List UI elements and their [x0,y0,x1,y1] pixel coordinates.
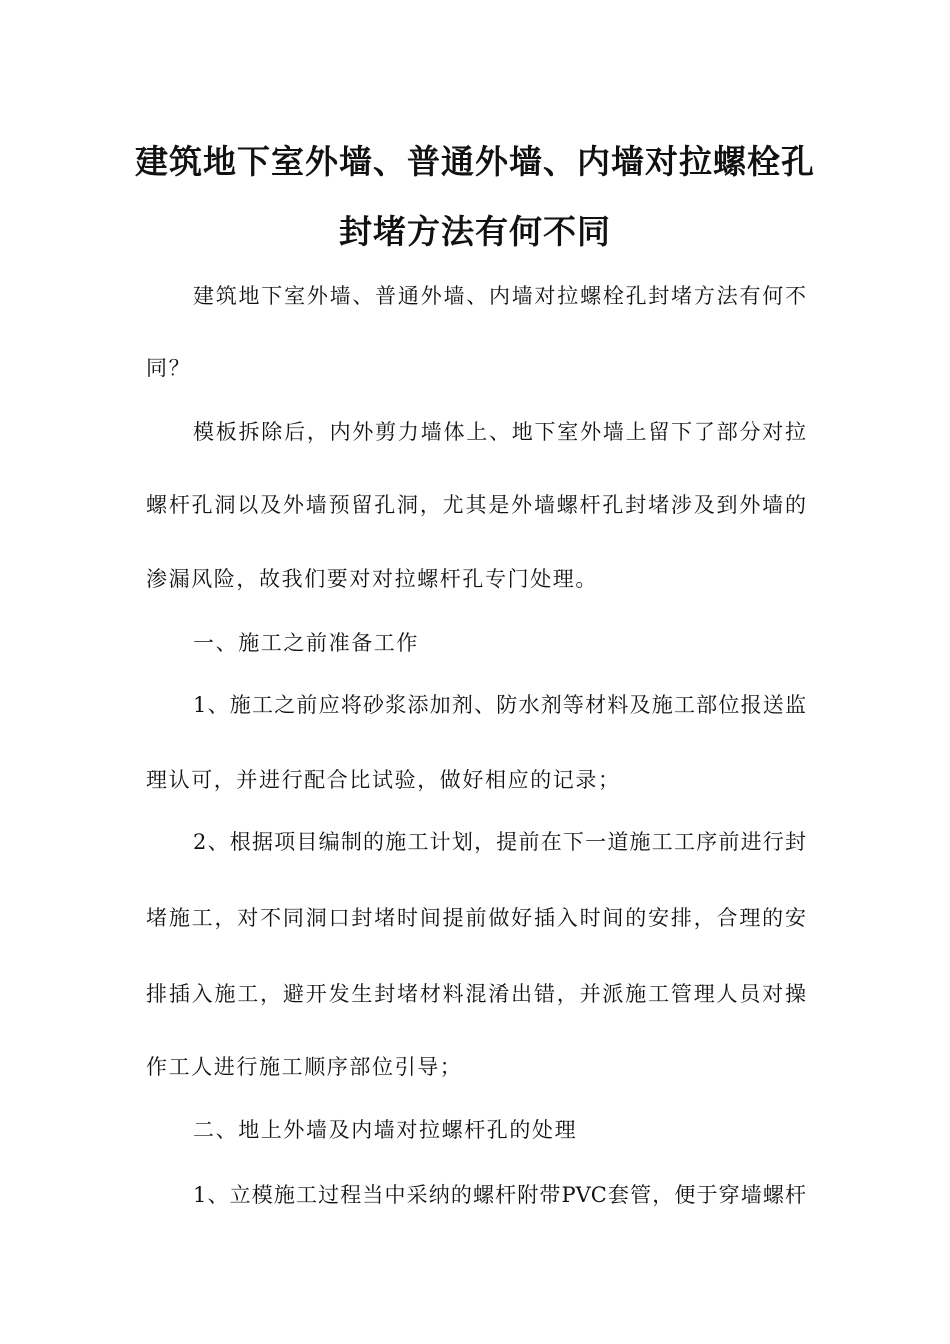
paragraph-line: 作工人进行施工顺序部位引导； [146,1055,463,1079]
paragraph-line: 螺杆孔洞以及外墙预留孔洞，尤其是外墙螺杆孔封堵涉及到外墙的 [146,493,806,517]
paragraph-line: 建筑地下室外墙、普通外墙、内墙对拉螺栓孔封堵方法有何不 [193,284,806,308]
paragraph-line: 2、根据项目编制的施工计划，提前在下一道施工工序前进行封 [193,830,806,854]
document-title-line-1: 建筑地下室外墙、普通外墙、内墙对拉螺栓孔 [135,142,815,181]
paragraph-line: 模板拆除后，内外剪力墙体上、地下室外墙上留下了部分对拉 [193,420,806,444]
section-heading: 一、施工之前准备工作 [193,631,419,655]
paragraph-line: 1、施工之前应将砂浆添加剂、防水剂等材料及施工部位报送监 [193,693,806,717]
paragraph-line: 堵施工，对不同洞口封堵时间提前做好插入时间的安排，合理的安 [146,906,806,930]
paragraph-line: 同？ [146,356,192,380]
paragraph-line: 排插入施工，避开发生封堵材料混淆出错，并派施工管理人员对操 [146,982,806,1006]
paragraph-line: 渗漏风险，故我们要对对拉螺杆孔专门处理。 [146,567,598,591]
section-heading: 二、地上外墙及内墙对拉螺杆孔的处理 [193,1118,578,1142]
paragraph-line: 理认可，并进行配合比试验，做好相应的记录； [146,768,621,792]
document-title-line-2: 封堵方法有何不同 [339,212,611,251]
paragraph-line: 1、立模施工过程当中采纳的螺杆附带PVC套管，便于穿墙螺杆 [193,1183,806,1207]
